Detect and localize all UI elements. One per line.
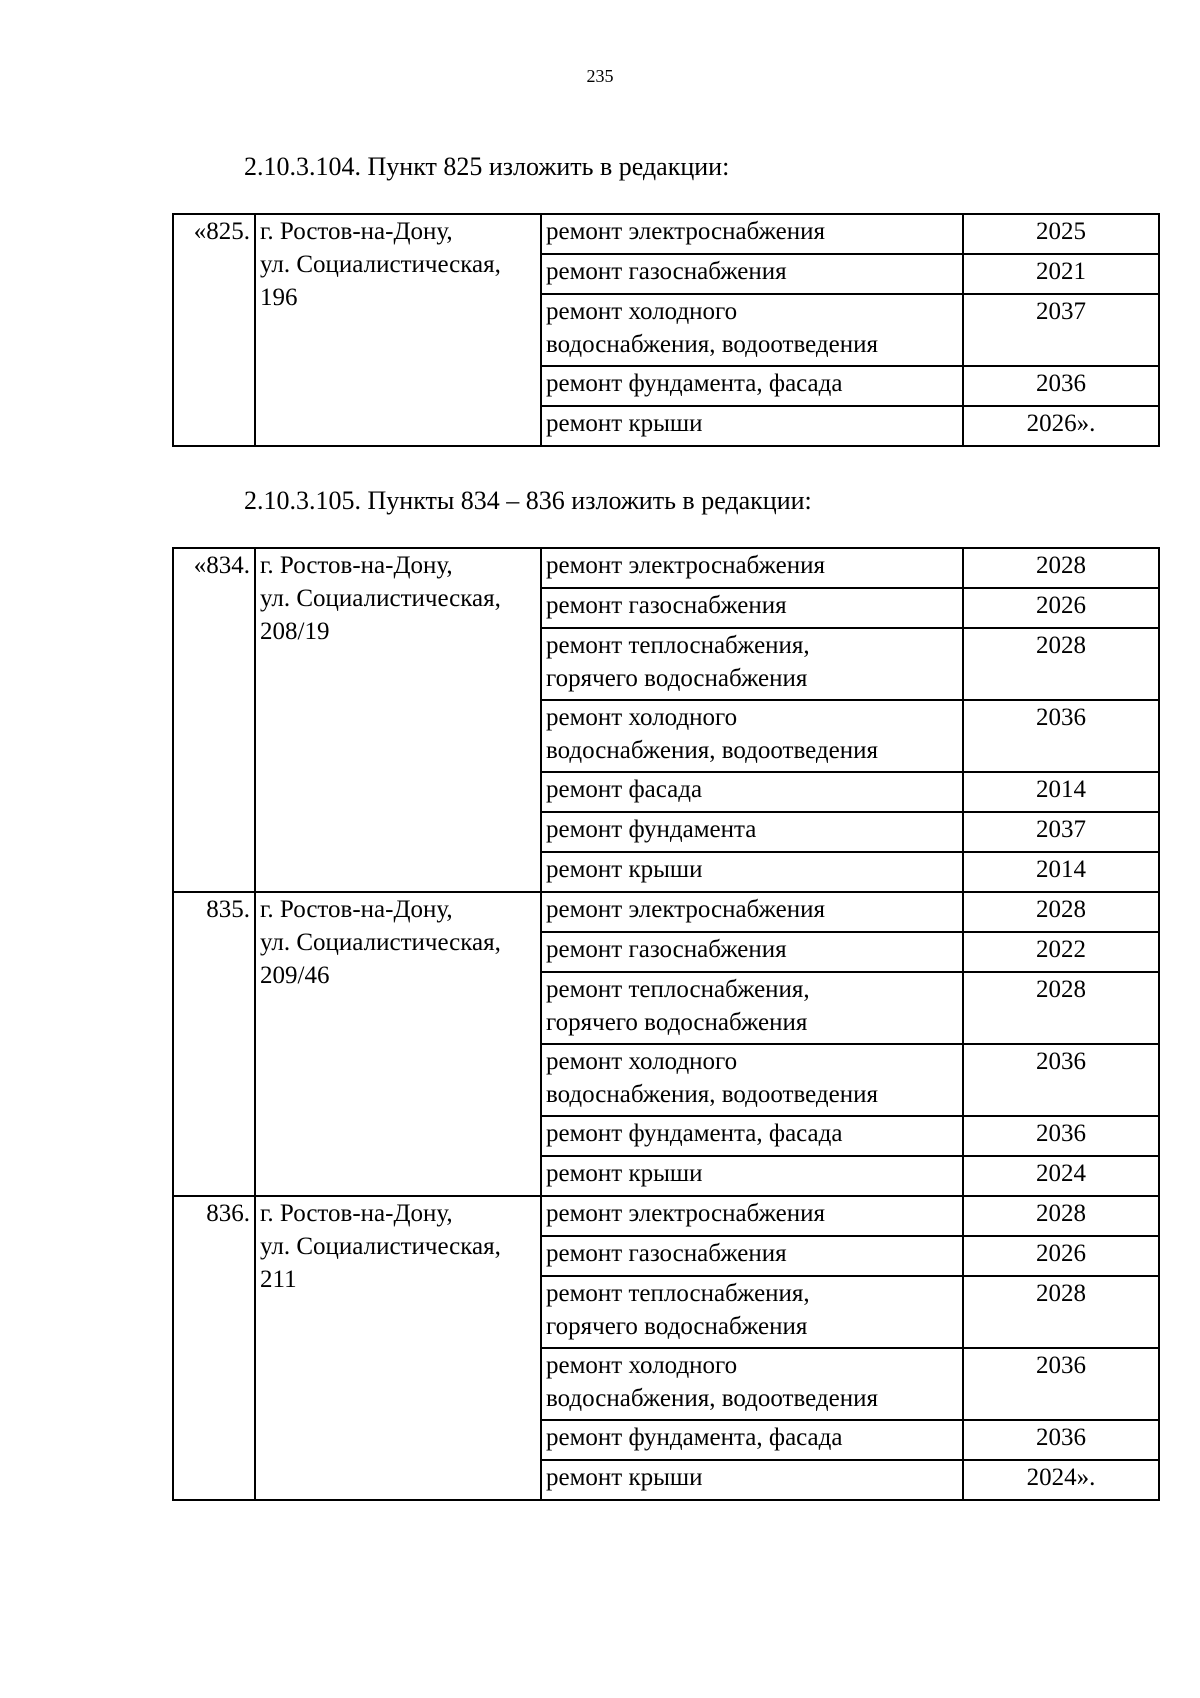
repair-work-type: ремонт крыши [541,406,963,446]
repair-year: 2026 [963,1236,1159,1276]
repair-year: 2024 [963,1156,1159,1196]
table-row [173,1196,1159,1236]
amendment-heading-825: 2.10.3.104. Пункт 825 изложить в редакции: [244,152,730,181]
repair-year: 2025 [963,214,1159,254]
item-number: «834. [173,548,255,892]
repair-year: 2028 [963,628,1159,700]
repair-year: 2036 [963,1420,1159,1460]
amendment-table-834-836 [172,547,1160,1501]
table-row [173,548,1159,588]
repair-year: 2037 [963,294,1159,366]
item-number: 835. [173,892,255,1196]
repair-work-type: ремонт холодного водоснабжения, водоотведения [541,294,963,366]
repair-work-type: ремонт крыши [541,1156,963,1196]
repair-work-type: ремонт крыши [541,852,963,892]
repair-work-type: ремонт фундамента, фасада [541,1116,963,1156]
repair-work-type: ремонт теплоснабжения, горячего водоснабжения [541,628,963,700]
repair-work-type: ремонт газоснабжения [541,1236,963,1276]
repair-year: 2037 [963,812,1159,852]
repair-work-type: ремонт электроснабжения [541,1196,963,1236]
repair-work-type: ремонт электроснабжения [541,214,963,254]
repair-work-type: ремонт фундамента, фасада [541,1420,963,1460]
repair-year: 2036 [963,366,1159,406]
repair-year: 2024». [963,1460,1159,1500]
repair-year: 2026 [963,588,1159,628]
item-number: 836. [173,1196,255,1500]
item-address: г. Ростов-на-Дону, ул. Социалистическая, 209/46 [255,892,541,1196]
repair-work-type: ремонт газоснабжения [541,932,963,972]
repair-year: 2028 [963,972,1159,1044]
repair-work-type: ремонт фундамента, фасада [541,366,963,406]
item-address: г. Ростов-на-Дону, ул. Социалистическая, 196 [255,214,541,446]
repair-work-type: ремонт теплоснабжения, горячего водоснабжения [541,972,963,1044]
repair-year: 2036 [963,700,1159,772]
repair-year: 2036 [963,1348,1159,1420]
repair-year: 2036 [963,1116,1159,1156]
repair-year: 2014 [963,852,1159,892]
repair-year: 2028 [963,1196,1159,1236]
repair-year: 2014 [963,772,1159,812]
repair-year: 2028 [963,892,1159,932]
item-address: г. Ростов-на-Дону, ул. Социалистическая, 208/19 [255,548,541,892]
repair-work-type: ремонт теплоснабжения, горячего водоснабжения [541,1276,963,1348]
item-number: «825. [173,214,255,446]
repair-year: 2028 [963,1276,1159,1348]
repair-year: 2028 [963,548,1159,588]
repair-work-type: ремонт газоснабжения [541,588,963,628]
repair-year: 2022 [963,932,1159,972]
repair-year: 2036 [963,1044,1159,1116]
repair-year: 2026». [963,406,1159,446]
repair-work-type: ремонт холодного водоснабжения, водоотведения [541,700,963,772]
repair-work-type: ремонт газоснабжения [541,254,963,294]
repair-work-type: ремонт фундамента [541,812,963,852]
repair-work-type: ремонт холодного водоснабжения, водоотведения [541,1348,963,1420]
table-row [173,214,1159,254]
page-number: 235 [586,66,614,86]
repair-work-type: ремонт холодного водоснабжения, водоотведения [541,1044,963,1116]
repair-work-type: ремонт электроснабжения [541,548,963,588]
repair-work-type: ремонт фасада [541,772,963,812]
repair-work-type: ремонт электроснабжения [541,892,963,932]
repair-year: 2021 [963,254,1159,294]
table-row [173,892,1159,932]
amendment-table-825 [172,213,1160,447]
item-address: г. Ростов-на-Дону, ул. Социалистическая, 211 [255,1196,541,1500]
amendment-heading-834-836: 2.10.3.105. Пункты 834 – 836 изложить в редакции: [244,486,812,515]
repair-work-type: ремонт крыши [541,1460,963,1500]
